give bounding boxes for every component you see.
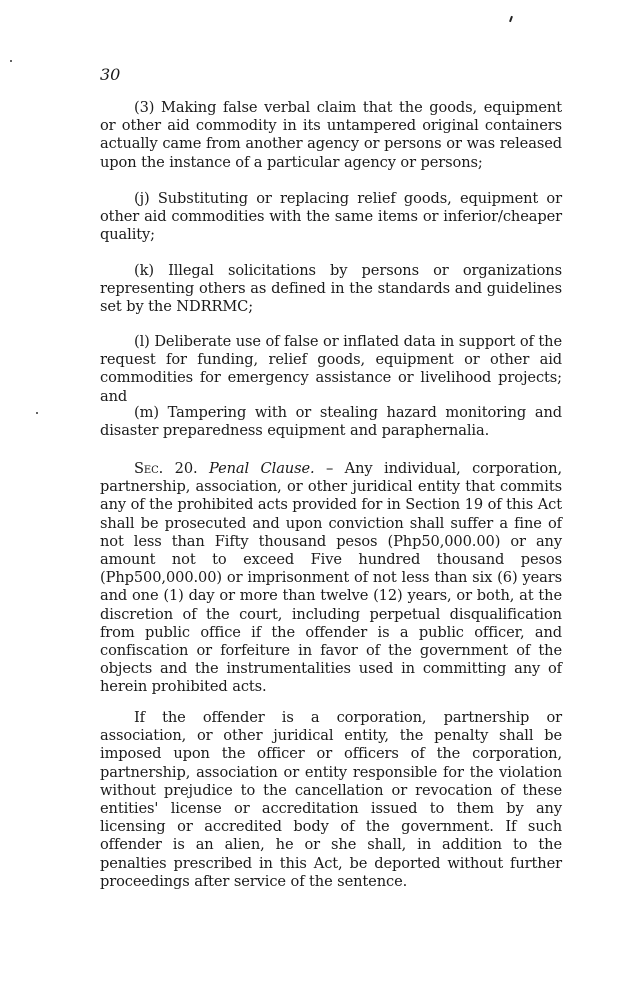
- paragraph-item-l: (l) Deliberate use of false or inflated data in support of the request for funding, relief goods, equipment or other aid commodities for emergency assistance or livelihood projects; and: [100, 333, 562, 405]
- page-number: 30: [100, 65, 121, 84]
- closing-paragraph: If the offender is a corporation, partnership or association, or other juridical entity, the penalty shall be imposed upon the officer or officers of the corporation, partnership, association or entity responsible for the violation without prejudice to the cancellation or revocation of these entities' license or accreditation issued to them by any licensing or accredited body of the government. If such offender is an alien, he or she shall, in addition to the penalties prescribed in this Act, be deported without further proceedings after service of the sentence.: [100, 709, 562, 890]
- paragraph-item-3: (3) Making false verbal claim that the goods, equipment or other aid commodity in its untampered original containers actually came from another agency or persons or was released upon the instance of a particular agency or persons;: [100, 99, 562, 171]
- section-20-paragraph: [100, 460, 562, 697]
- section-label: Sec. 20.: [134, 460, 198, 477]
- section-body: – Any individual, corporation, partnership, association, or other juridical entity that commits any of the prohibited acts provided for in Section 19 of this Act shall be prosecuted and upon conviction shall suffer a fine of not less than Fifty thousand pesos (Php50,000.00) or any amount not to exceed Five hundred thousand pesos (Php500,000.00) or imprisonment of not less than six (6) years and one (1) day or more than twelve (12) years, or both, at the discretion of the court, including perpetual disqualification from public office if the offender is a public officer, and confiscation or forfeiture in favor of the government of the objects and the instrumentalities used in committing any of herein prohibited acts.: [100, 460, 563, 696]
- paragraph-item-k: (k) Illegal solicitations by persons or organizations representing others as defined in the standards and guidelines set by the NDRRMC;: [100, 262, 562, 316]
- scan-speck: [10, 60, 12, 62]
- scan-mark: [509, 16, 513, 22]
- paragraph-item-m: (m) Tampering with or stealing hazard monitoring and disaster preparedness equipment and paraphernalia.: [100, 404, 562, 440]
- scan-speck: [36, 412, 38, 414]
- paragraph-item-j: (j) Substituting or replacing relief goods, equipment or other aid commodities with the same items or inferior/cheaper quality;: [100, 190, 562, 244]
- section-title: Penal Clause.: [209, 460, 315, 477]
